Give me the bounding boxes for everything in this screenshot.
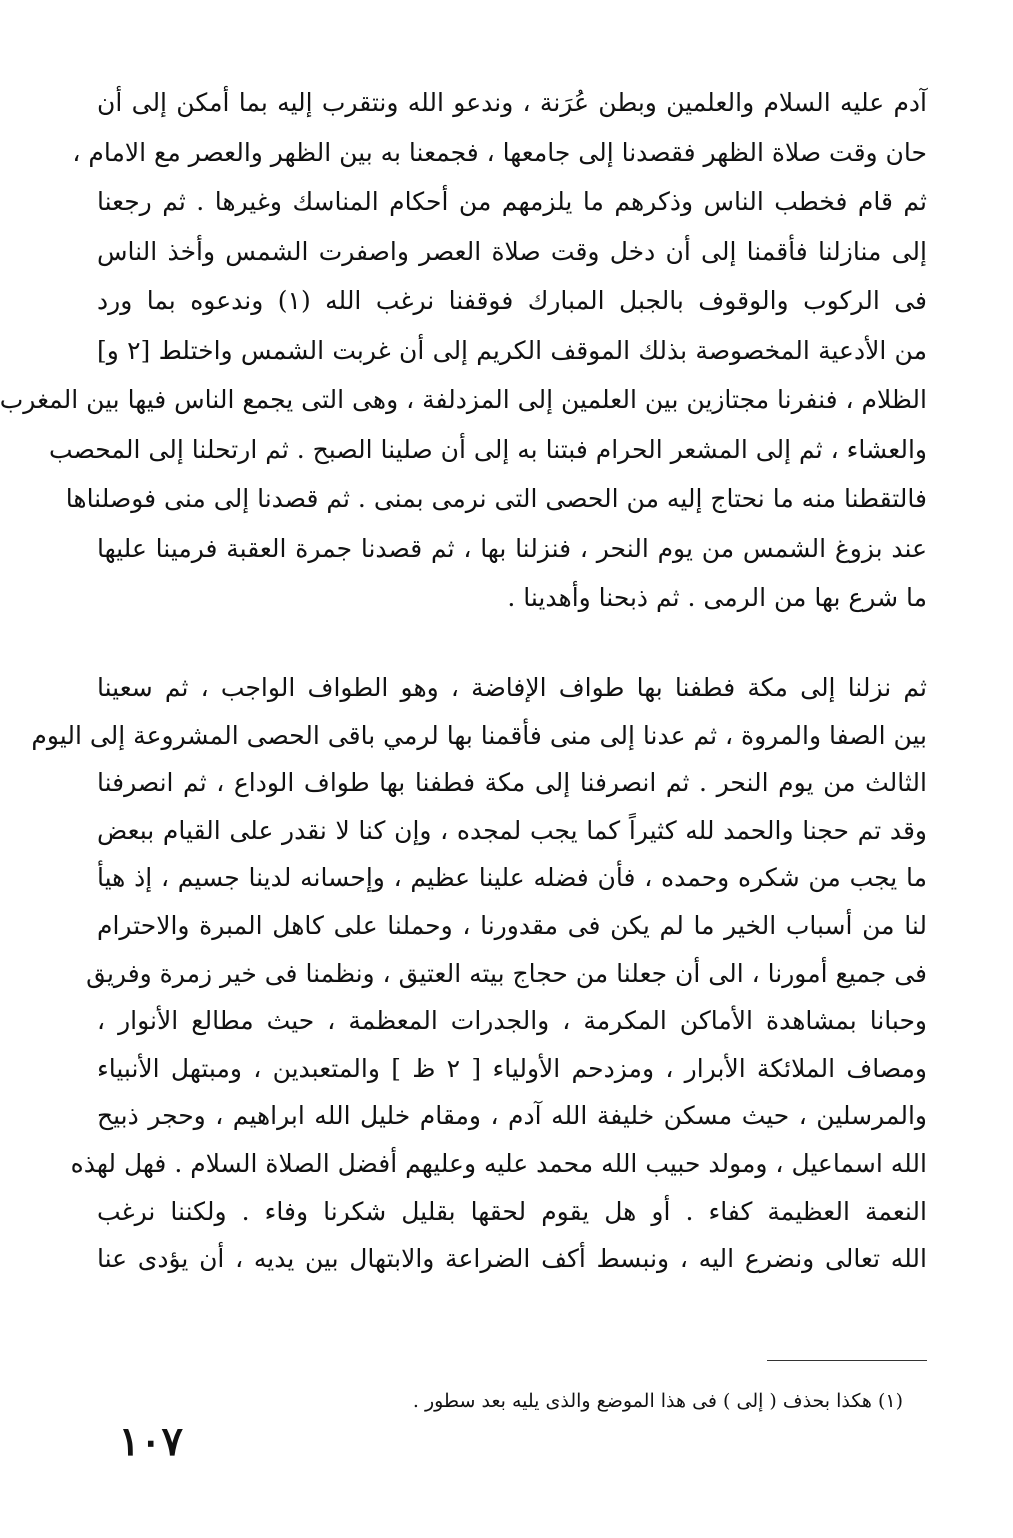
text-line: الله اسماعيل ، ومولد حبيب الله محمد عليه وعليهم أفضل الصلاة السلام . فهل لهذه — [70, 1148, 927, 1178]
paragraph-1 — [0, 78, 928, 623]
text-line: إلى منازلنا فأقمنا إلى أن دخل وقت صلاة العصر واصفرت الشمس وأخذ الناس — [97, 236, 927, 266]
text-line: ومصاف الملائكة الأبرار ، ومزدحم الأولياء [ ٢ ظ ] والمتعبدين ، ومبتهل الأنبياء — [97, 1053, 928, 1083]
text-line: ما يجب من شكره وحمده ، فأن فضله علينا عظيم ، وإحسانه لدينا جسيم ، إذ هيأ — [97, 863, 927, 893]
text-line: ثم قام فخطب الناس وذكرهم ما يلزمهم من أحكام المناسك وغيرها . ثم رجعنا — [97, 187, 927, 216]
text-line: فى جميع أمورنا ، الى أن جعلنا من حجاج بيته العتيق ، ونظمنا فى خير زمرة وفريق — [86, 958, 927, 988]
text-line: والمرسلين ، حيث مسكن خليفة الله آدم ، ومقام خليل الله ابراهيم ، وحجر ذبيح — [97, 1101, 927, 1131]
text-line: الله تعالى ونضرع اليه ، ونبسط أكف الضراعة والابتهال بين يديه ، أن يؤدى عنا — [97, 1244, 927, 1274]
text-line: من الأدعية المخصوصة بذلك الموقف الكريم إلى أن غربت الشمس واختلط [٢ و] — [97, 335, 927, 365]
text-line: فالتقطنا منه ما نحتاج إليه من الحصى التى نرمى بمنى . ثم قصدنا إلى منى فوصلناها — [65, 484, 927, 513]
text-line: بين الصفا والمروة ، ثم عدنا إلى منى فأقمنا بها لرمي باقى الحصى المشروعة إلى اليوم — [31, 720, 927, 750]
text-line: والعشاء ، ثم إلى المشعر الحرام فبتنا به إلى أن صلينا الصبح . ثم ارتحلنا إلى المحصب — [49, 434, 927, 464]
page-number: ١٠٧ — [118, 1418, 183, 1465]
text-line: لنا من أسباب الخير ما لم يكن فى مقدورنا ، وحملنا على كاهل المبرة والاحترام — [97, 910, 927, 940]
text-line: آدم عليه السلام والعلمين وبطن عُرَنة ، وندعو الله ونتقرب إليه بما أمكن إلى أن — [97, 88, 927, 117]
text-line: حان وقت صلاة الظهر فقصدنا إلى جامعها ، فجمعنا به بين الظهر والعصر مع الامام ، — [72, 137, 927, 167]
text-line: النعمة العظيمة كفاء . أو هل يقوم لحقها بقليل شكرنا وفاء . ولكننا نرغب — [97, 1196, 927, 1226]
paragraph-2 — [31, 664, 928, 1283]
text-line: عند بزوغ الشمس من يوم النحر ، فنزلنا بها ، ثم قصدنا جمرة العقبة فرمينا عليها — [97, 533, 927, 563]
text-line: وقد تم حجنا والحمد لله كثيراً كما يجب لمجده ، وإن كنا لا نقدر على القيام ببعض — [97, 815, 927, 845]
text-line: الثالث من يوم النحر . ثم انصرفنا إلى مكة فطفنا بها طواف الوداع ، ثم انصرفنا — [97, 768, 927, 798]
text-line: ما شرع بها من الرمى . ثم ذبحنا وأهدينا . — [507, 583, 927, 612]
text-line: وحبانا بمشاهدة الأماكن المكرمة ، والجدرات المعظمة ، حيث مطالع الأنوار ، — [97, 1006, 927, 1036]
text-line: ثم نزلنا إلى مكة فطفنا بها طواف الإفاضة ، وهو الطواف الواجب ، ثم سعينا — [97, 673, 927, 702]
text-line: الظلام ، فنفرنا مجتازين بين العلمين إلى المزدلفة ، وهى التى يجمع الناس فيها بين المغرب — [0, 385, 927, 414]
footnote-divider — [767, 1360, 927, 1361]
text-line: فى الركوب والوقوف بالجبل المبارك فوقفنا نرغب الله (١) وندعوه بما ورد — [97, 286, 928, 315]
footnote: (١) هكذا بحذف ( إلى ) فى هذا الموضع والذى يليه بعد سطور . — [412, 1390, 903, 1412]
